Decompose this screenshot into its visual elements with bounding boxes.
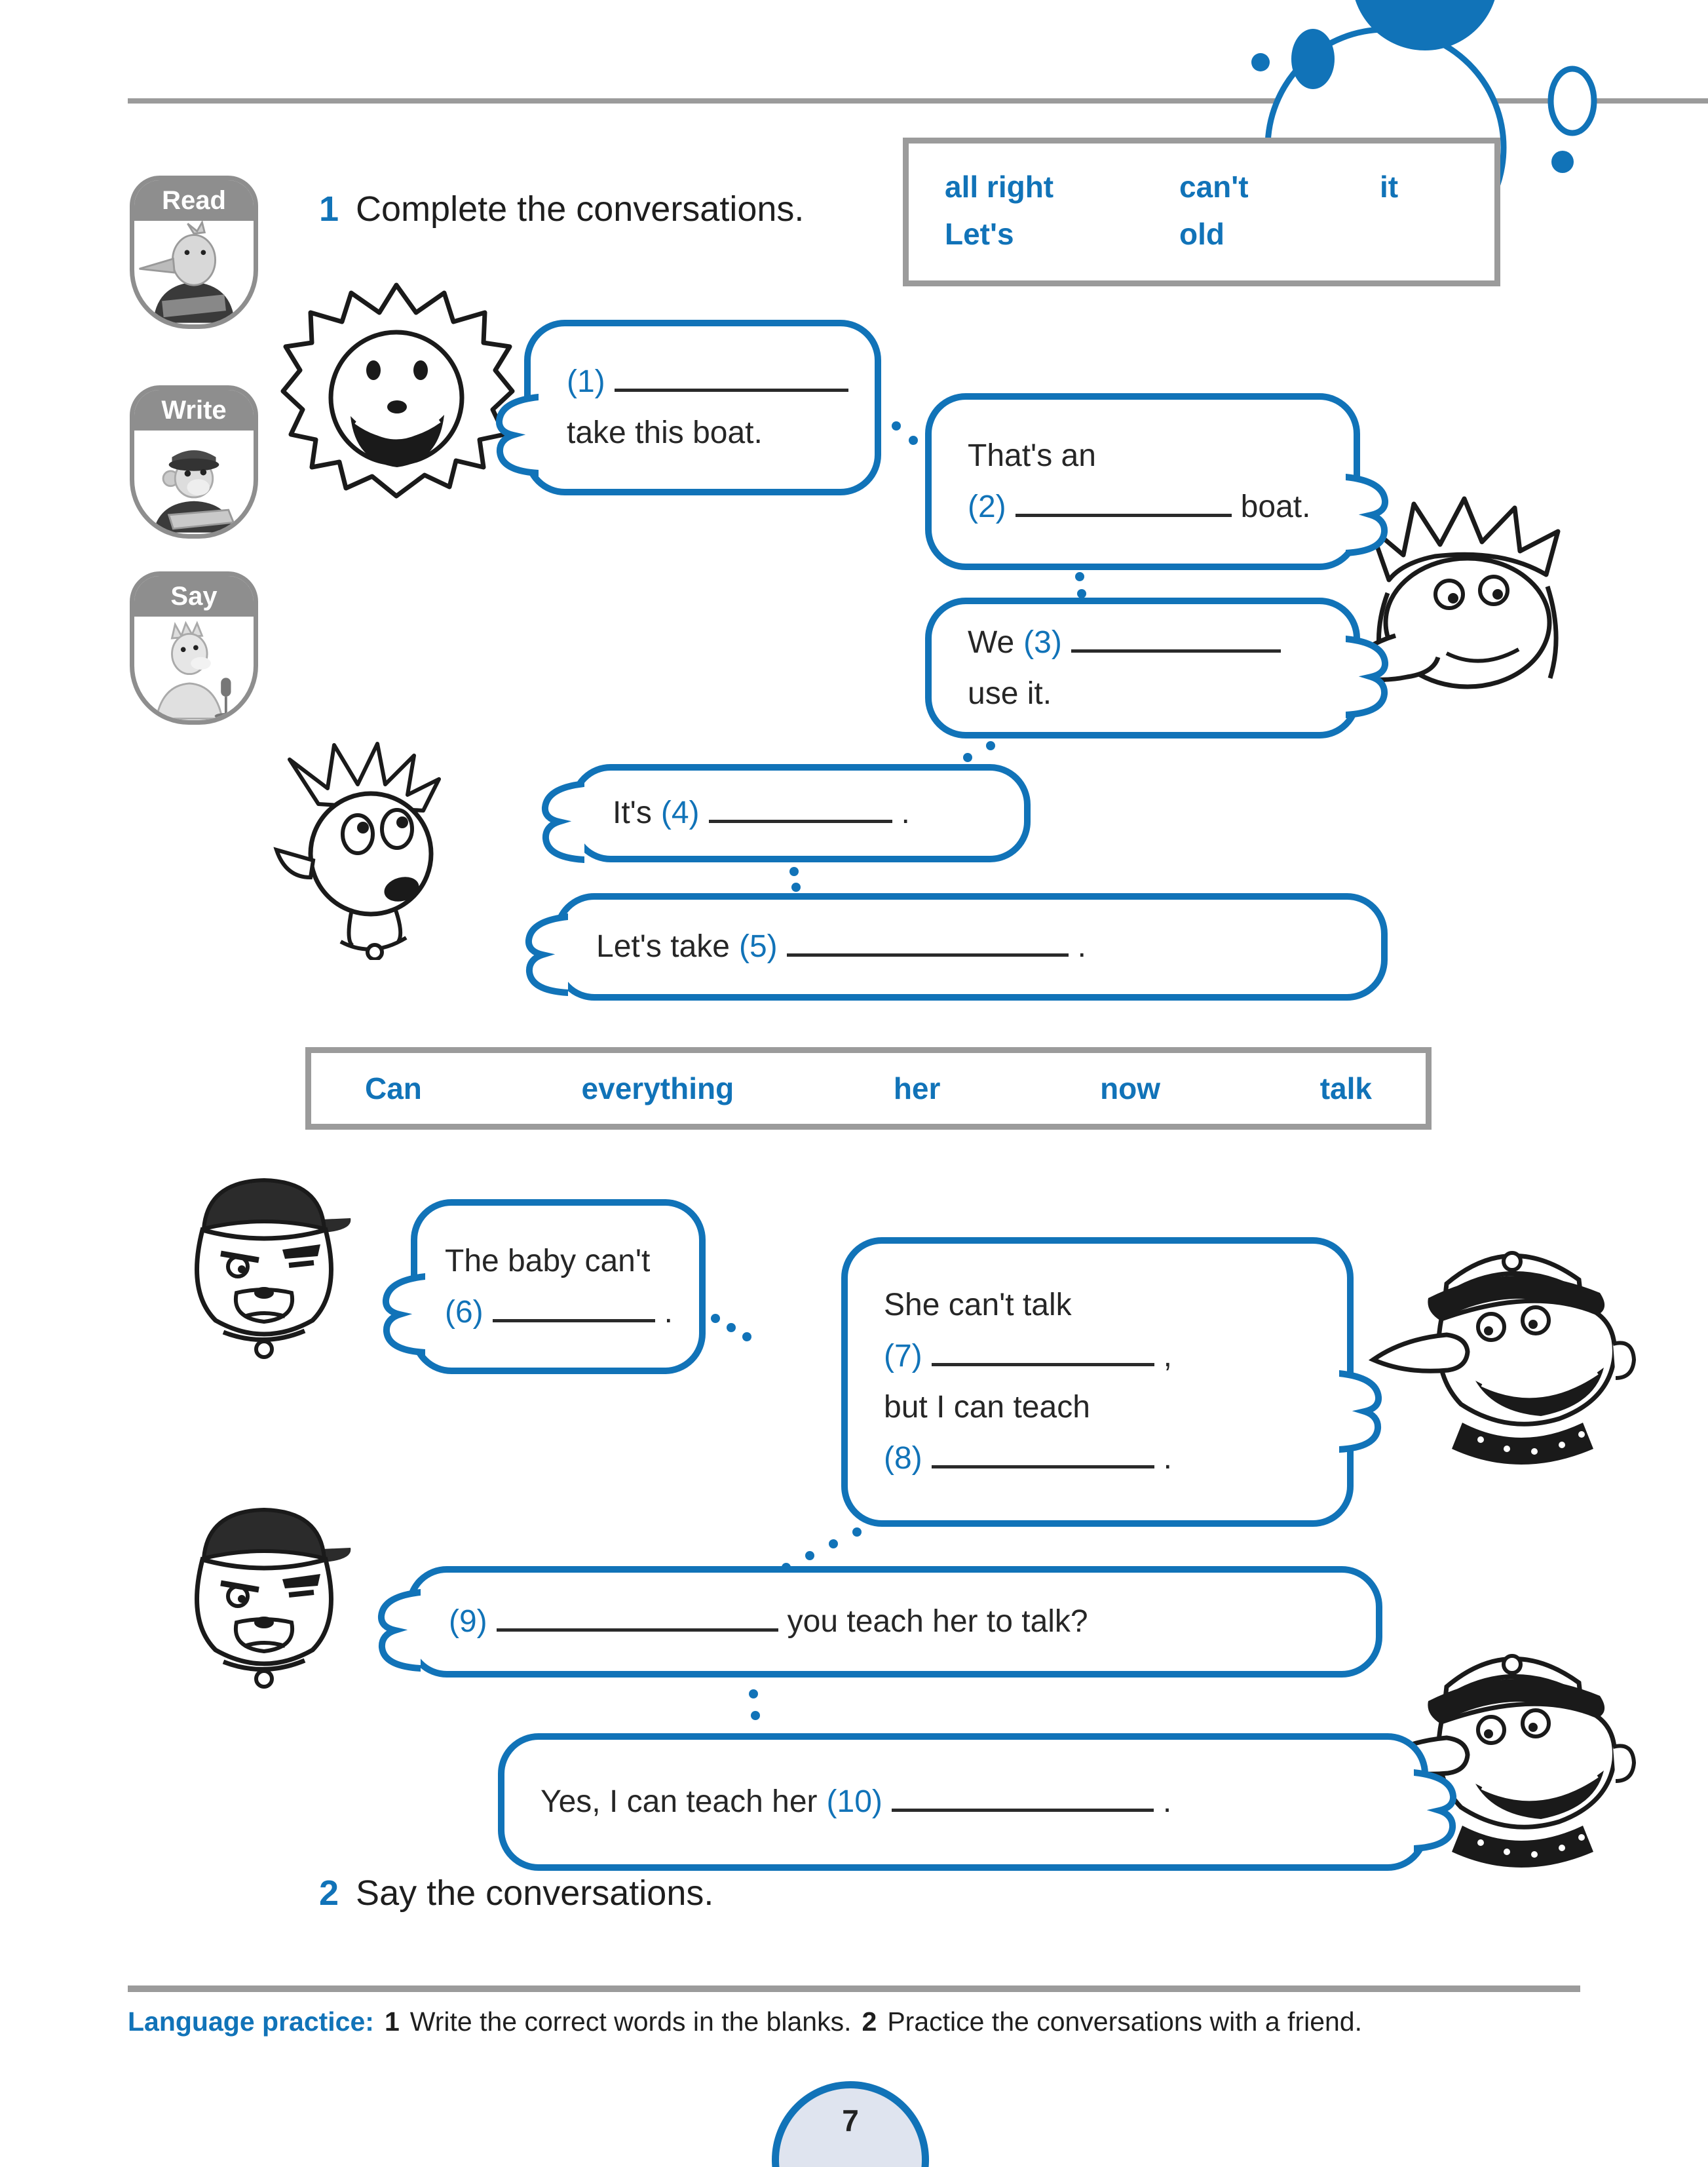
speech-bubble-5 — [554, 893, 1388, 1001]
word-bank-word: Let's — [945, 217, 1014, 251]
fill-in-blank — [709, 795, 892, 823]
dotted-connector-dot — [1075, 572, 1084, 581]
say-badge — [130, 571, 258, 725]
bubble-text: (4) — [660, 796, 700, 830]
dotted-connector-dot — [789, 867, 799, 876]
speech-bubble-9 — [406, 1566, 1382, 1678]
fill-in-blank — [892, 1784, 1154, 1812]
fill-in-blank — [1015, 489, 1232, 517]
page-number-tab — [772, 2081, 929, 2167]
write-character-icon — [134, 431, 254, 534]
bubble-text: (5) — [738, 929, 778, 964]
say-badge-label: Say — [134, 576, 254, 617]
dotted-connector-dot — [829, 1539, 838, 1548]
speech-bubble-6 — [411, 1199, 706, 1374]
read-character-icon — [134, 221, 254, 324]
captain-character-illustration — [1363, 1216, 1651, 1478]
fill-in-blank — [1071, 624, 1281, 653]
dotted-connector-dot — [791, 883, 801, 892]
bubble-text: (8) — [884, 1441, 922, 1476]
bubble-text: (2) — [968, 489, 1006, 524]
bubble-text: boat. — [1240, 489, 1311, 524]
bubble-text: We — [968, 624, 1015, 660]
bubble-tail — [1346, 472, 1392, 557]
exercise-instruction: Complete the conversations. — [356, 189, 805, 229]
bubble-text: but I can teach — [884, 1390, 1090, 1425]
bubble-tail — [1414, 1767, 1460, 1852]
lion-character-illustration — [275, 278, 518, 505]
speech-bubble-1 — [524, 320, 881, 495]
dotted-connector-dot — [742, 1332, 751, 1341]
dotted-connector-dot — [892, 421, 901, 431]
fill-in-blank — [932, 1338, 1154, 1366]
language-practice-note — [128, 2006, 1362, 2037]
fill-in-blank — [787, 929, 1069, 957]
bubble-text: take this boat. — [567, 415, 763, 450]
fill-in-blank — [493, 1294, 655, 1322]
dotted-connector-dot — [986, 741, 995, 750]
bubble-text: (1) — [567, 364, 605, 399]
bubble-text: The baby can't — [445, 1243, 651, 1278]
spiky-kid-character-illustration — [267, 737, 470, 960]
fill-in-blank — [497, 1603, 778, 1632]
bubble-text: (10) — [826, 1784, 882, 1819]
word-bank-2 — [305, 1047, 1432, 1130]
bulldog-character-illustration — [161, 1163, 367, 1373]
word-bank-word: all right — [945, 170, 1054, 204]
word-bank-1 — [903, 138, 1500, 286]
exercise-1-title — [319, 189, 804, 229]
speech-bubble-10 — [498, 1733, 1428, 1871]
dotted-connector-dot — [749, 1689, 758, 1698]
say-character-icon — [134, 617, 254, 720]
fill-in-blank — [932, 1440, 1154, 1468]
bubble-text: It's — [613, 796, 652, 830]
footer-step-number: 2 — [862, 2006, 877, 2037]
dotted-connector-dot — [805, 1551, 814, 1560]
bubble-text: you teach her to talk? — [787, 1604, 1088, 1639]
word-bank-word: everything — [581, 1071, 734, 1105]
word-bank-word: old — [1179, 217, 1224, 251]
bubble-text: Let's take — [596, 929, 730, 964]
speech-bubble-2 — [925, 393, 1360, 570]
language-practice-label: Language practice: — [128, 2006, 374, 2037]
bubble-text: . — [1077, 929, 1086, 964]
bubble-text: (9) — [449, 1604, 487, 1639]
bubble-text: , — [1163, 1339, 1173, 1373]
bubble-tail — [522, 911, 568, 997]
bubble-tail — [1339, 1368, 1385, 1453]
dotted-connector-dot — [711, 1314, 720, 1323]
read-badge-label: Read — [134, 180, 254, 221]
bubble-tail — [379, 1271, 425, 1356]
bubble-text: Yes, I can teach her — [541, 1784, 818, 1819]
bubble-text: (7) — [884, 1339, 922, 1373]
bubble-text: . — [901, 796, 910, 830]
footer-rule — [128, 1985, 1580, 1992]
speech-bubble-7-8 — [841, 1237, 1354, 1527]
exercise-number: 2 — [319, 1873, 339, 1913]
bubble-text: . — [664, 1294, 673, 1330]
bubble-tail — [375, 1587, 421, 1672]
exercise-instruction: Say the conversations. — [356, 1873, 714, 1913]
dotted-connector-dot — [727, 1323, 736, 1332]
bubble-tail — [493, 392, 539, 477]
dotted-connector-dot — [751, 1711, 760, 1720]
bubble-text: . — [1163, 1441, 1173, 1476]
word-bank-word: her — [893, 1071, 941, 1105]
bubble-tail — [539, 778, 584, 864]
dotted-connector-dot — [963, 753, 972, 762]
page-number: 7 — [842, 2103, 859, 2138]
dotted-connector-dot — [909, 436, 918, 445]
bulldog-character-illustration — [161, 1493, 367, 1702]
word-bank-word: talk — [1319, 1071, 1372, 1105]
footer-step-number: 1 — [384, 2006, 400, 2037]
fill-in-blank — [615, 364, 848, 392]
bubble-text: She can't talk — [884, 1288, 1072, 1322]
bubble-text: (6) — [445, 1294, 484, 1330]
dotted-connector-dot — [1077, 589, 1086, 598]
exercise-2-title — [319, 1873, 713, 1913]
speech-bubble-4 — [570, 764, 1031, 862]
footer-step-text: Practice the conversations with a friend. — [887, 2006, 1362, 2037]
bubble-text: (3) — [1023, 624, 1062, 660]
footer-step-text: Write the correct words in the blanks. — [409, 2006, 852, 2037]
word-bank-word: Can — [365, 1071, 422, 1105]
word-bank-word: it — [1380, 170, 1399, 204]
dotted-connector-dot — [852, 1527, 862, 1537]
bubble-tail — [1346, 634, 1392, 719]
bubble-text: . — [1162, 1784, 1172, 1819]
exercise-number: 1 — [319, 189, 339, 229]
word-bank-word: can't — [1179, 170, 1249, 204]
read-badge — [130, 176, 258, 329]
write-badge-label: Write — [134, 390, 254, 431]
word-bank-word: now — [1100, 1071, 1161, 1105]
write-badge — [130, 385, 258, 539]
speech-bubble-3 — [925, 598, 1360, 738]
bubble-text: That's an — [968, 438, 1096, 473]
bubble-text: use it. — [968, 676, 1052, 711]
